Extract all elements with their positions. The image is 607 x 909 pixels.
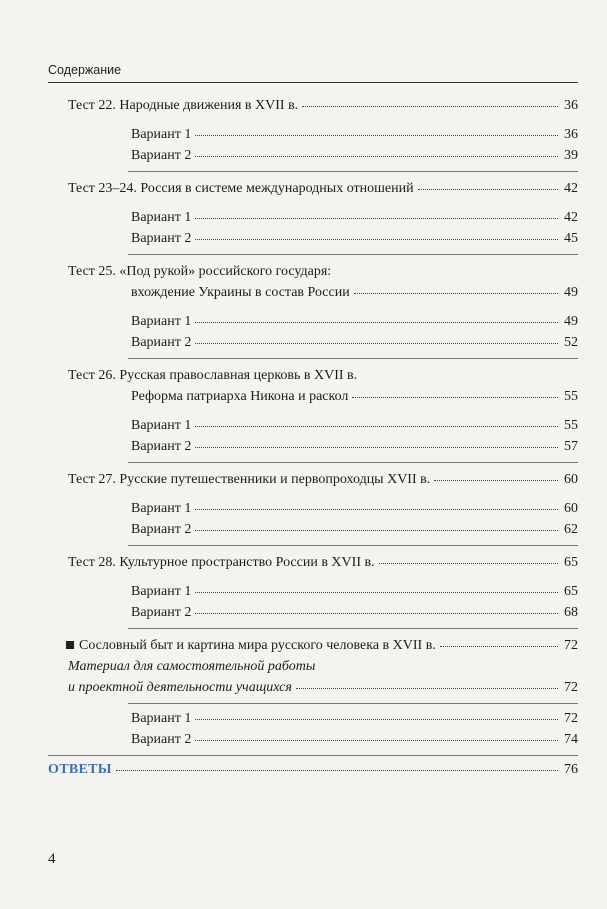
toc-page-number: 74 xyxy=(564,732,578,747)
variant-label: Вариант 1 xyxy=(131,711,192,726)
toc-entry-test-28[interactable] xyxy=(68,554,578,572)
toc-variant-2[interactable] xyxy=(131,604,578,622)
answers-label: ОТВЕТЫ xyxy=(48,762,112,777)
toc-page-number: 76 xyxy=(564,762,578,777)
variant-label: Вариант 2 xyxy=(131,231,192,246)
variant-label: Вариант 2 xyxy=(131,605,192,620)
leader-dots xyxy=(195,342,558,344)
toc-page-number: 36 xyxy=(564,98,578,113)
variant-label: Вариант 1 xyxy=(131,210,192,225)
square-bullet-icon xyxy=(66,641,74,649)
leader-dots xyxy=(195,134,558,136)
toc-page-number: 49 xyxy=(564,285,578,300)
toc-variant-1[interactable] xyxy=(131,313,578,331)
leader-dots xyxy=(434,479,558,481)
variant-label: Вариант 2 xyxy=(131,522,192,537)
toc-entry-test-26-line-1[interactable] xyxy=(68,367,578,385)
section-divider xyxy=(128,545,578,546)
toc-page-number: 55 xyxy=(564,389,578,404)
toc-variant-1[interactable] xyxy=(131,500,578,518)
toc-page-number: 65 xyxy=(564,584,578,599)
variant-label: Вариант 1 xyxy=(131,584,192,599)
variant-label: Вариант 1 xyxy=(131,501,192,516)
toc-entry-title: Тест 23–24. Россия в системе международных отношений xyxy=(68,181,414,196)
leader-dots xyxy=(195,508,558,510)
toc-entry-answers[interactable] xyxy=(48,761,578,779)
variant-label: Вариант 2 xyxy=(131,335,192,350)
variant-label: Вариант 1 xyxy=(131,314,192,329)
toc-variant-1[interactable] xyxy=(131,126,578,144)
toc-entry-test-22[interactable] xyxy=(68,97,578,115)
leader-dots xyxy=(195,217,558,219)
toc-page-number: 39 xyxy=(564,148,578,163)
variant-label: Вариант 2 xyxy=(131,439,192,454)
leader-dots xyxy=(195,718,558,720)
toc-page-number: 55 xyxy=(564,418,578,433)
section-divider xyxy=(128,628,578,629)
section-divider xyxy=(128,171,578,172)
toc-subtitle-line-2[interactable] xyxy=(68,679,578,697)
leader-dots xyxy=(195,238,558,240)
leader-dots xyxy=(195,155,558,157)
toc-page-number: 36 xyxy=(564,127,578,142)
toc-entry-test-26-line-2[interactable] xyxy=(131,388,578,406)
toc-variant-2[interactable] xyxy=(131,731,578,749)
toc-entry-title-wrap xyxy=(66,637,436,655)
leader-dots xyxy=(116,769,558,771)
toc-entry-test-23-24[interactable] xyxy=(68,180,578,198)
toc-page-number: 72 xyxy=(564,711,578,726)
toc-page-number: 57 xyxy=(564,439,578,454)
variant-label: Вариант 1 xyxy=(131,418,192,433)
toc-variant-1[interactable] xyxy=(131,710,578,728)
toc-page-number: 42 xyxy=(564,210,578,225)
section-divider xyxy=(128,358,578,359)
toc-variant-2[interactable] xyxy=(131,334,578,352)
toc-variant-1[interactable] xyxy=(131,583,578,601)
toc-page-number: 60 xyxy=(564,501,578,516)
toc-entry-title: Тест 28. Культурное пространство России в XVII в. xyxy=(68,555,375,570)
toc-subtitle: Материал для самостоятельной работы xyxy=(68,659,316,674)
toc-page-number: 62 xyxy=(564,522,578,537)
toc-variant-1[interactable] xyxy=(131,417,578,435)
leader-dots xyxy=(195,612,558,614)
section-divider xyxy=(128,254,578,255)
toc-page-number: 65 xyxy=(564,555,578,570)
toc-entry-title: Тест 27. Русские путешественники и первопроходцы XVII в. xyxy=(68,472,431,487)
toc-page-number: 72 xyxy=(564,638,578,653)
toc-entry-test-25-line-2[interactable] xyxy=(131,284,578,302)
leader-dots xyxy=(195,529,558,531)
page-number: 4 xyxy=(48,851,56,867)
toc-entry-title: Сословный быт и картина мира русского человека в XVII в. xyxy=(79,638,436,653)
toc-subtitle: и проектной деятельности учащихся xyxy=(68,680,292,695)
toc-page-number: 42 xyxy=(564,181,578,196)
leader-dots xyxy=(195,425,558,427)
toc-entry-title: Тест 22. Народные движения в XVII в. xyxy=(68,98,299,113)
toc-entry-test-25-line-1[interactable] xyxy=(68,263,578,281)
page-header-title: Содержание xyxy=(48,63,122,77)
leader-dots xyxy=(418,188,558,190)
section-divider xyxy=(48,755,578,756)
toc-entry-test-27[interactable] xyxy=(68,471,578,489)
toc-page-number: 72 xyxy=(564,680,578,695)
leader-dots xyxy=(195,591,558,593)
variant-label: Вариант 2 xyxy=(131,732,192,747)
toc-variant-2[interactable] xyxy=(131,521,578,539)
leader-dots xyxy=(195,321,558,323)
toc-entry-title-continued: вхождение Украины в состав России xyxy=(131,285,350,300)
leader-dots xyxy=(440,645,558,647)
toc-entry-soslovny-byt[interactable] xyxy=(66,637,578,655)
toc-variant-1[interactable] xyxy=(131,209,578,227)
leader-dots xyxy=(195,739,558,741)
leader-dots xyxy=(352,396,558,398)
toc-page-number: 49 xyxy=(564,314,578,329)
leader-dots xyxy=(195,446,558,448)
toc-subtitle-line-1 xyxy=(68,658,578,676)
toc-entry-title: Тест 25. «Под рукой» российского государя: xyxy=(68,264,332,279)
toc-entry-title-continued: Реформа патриарха Никона и раскол xyxy=(131,389,349,404)
toc-variant-2[interactable] xyxy=(131,230,578,248)
toc-variant-2[interactable] xyxy=(131,147,578,165)
leader-dots xyxy=(379,562,558,564)
variant-label: Вариант 1 xyxy=(131,127,192,142)
section-divider xyxy=(128,703,578,704)
leader-dots xyxy=(296,687,558,689)
toc-page-number: 60 xyxy=(564,472,578,487)
toc-variant-2[interactable] xyxy=(131,438,578,456)
toc-page-number: 45 xyxy=(564,231,578,246)
section-divider xyxy=(128,462,578,463)
leader-dots xyxy=(302,105,558,107)
toc-entry-title: Тест 26. Русская православная церковь в XVII в. xyxy=(68,368,358,383)
leader-dots xyxy=(354,292,558,294)
variant-label: Вариант 2 xyxy=(131,148,192,163)
toc-page-number: 52 xyxy=(564,335,578,350)
toc-page-number: 68 xyxy=(564,605,578,620)
